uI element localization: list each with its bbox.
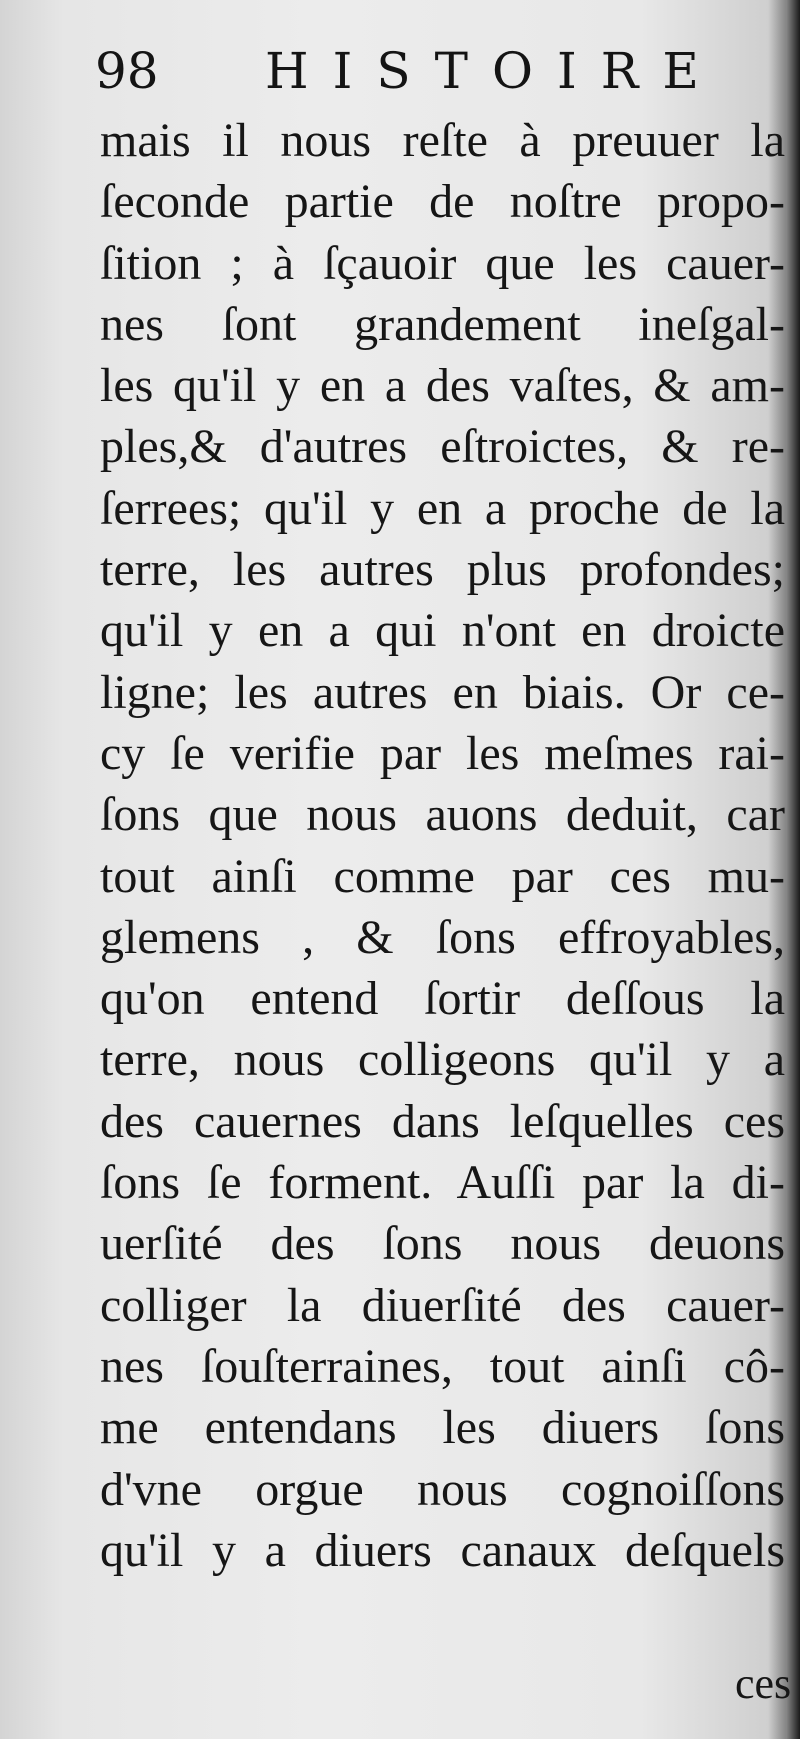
text-line: colliger la diuerſité des cauer- [100,1278,785,1332]
text-line: uerſité des ſons nous deuons [100,1217,785,1271]
text-line: qu'on entend ſortir deſſous la [100,972,785,1026]
text-line: glemens , & ſons effroyables, [100,910,785,964]
text-line: nes ſouſterraines, tout ainſi cô- [100,1339,785,1393]
text-line: ſerrees; qu'il y en a proche de la [100,481,785,535]
text-line: nes ſont grandement ineſgal- [100,297,785,351]
text-line: qu'il y a diuers canaux deſquels [100,1523,785,1577]
text-line: cy ſe verifie par les meſmes rai- [100,726,785,780]
book-spine-shadow [786,0,800,1739]
text-line: d'vne orgue nous cognoiſſons [100,1462,785,1516]
body-text [100,110,785,1581]
text-line: ſeconde partie de noſtre propo- [100,175,785,229]
text-line: ples,& d'autres eſtroictes, & re- [100,420,785,474]
text-line: ſons ſe forment. Auſſi par la di- [100,1156,785,1210]
catchword: ces [735,1659,792,1708]
text-line: terre, nous colligeons qu'il y a [100,1033,785,1087]
page-number: 98 [95,42,159,100]
text-line: ſons que nous auons deduit, car [100,788,785,842]
page-header [95,42,723,112]
text-line: me entendans les diuers ſons [100,1401,785,1455]
text-line: ſition ; à ſçauoir que les cauer- [100,236,785,290]
text-line: ligne; les autres en biais. Or ce- [100,665,785,719]
text-line: des cauernes dans leſquelles ces [100,1094,785,1148]
text-line: mais il nous reſte à preuuer la [100,114,785,167]
text-line: les qu'il y en a des vaſtes, & am- [100,359,785,413]
text-line: tout ainſi comme par ces mu- [100,849,785,903]
text-line: qu'il y en a qui n'ont en droicte [100,604,785,658]
text-line: terre, les autres plus profondes; [100,543,785,597]
running-title: HISTOIRE [265,42,723,100]
